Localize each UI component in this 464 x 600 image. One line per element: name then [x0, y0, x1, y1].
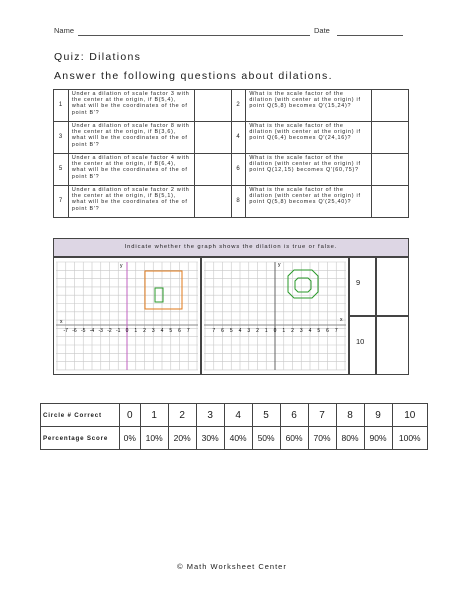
x-tick-label: 6: [221, 328, 224, 334]
inner-octagon-shape: [295, 278, 311, 292]
x-tick-label: 5: [169, 328, 173, 334]
table-row: [54, 186, 409, 218]
x-tick-label: 1: [264, 328, 268, 334]
y-axis-label: y: [120, 263, 123, 269]
question-number: 8: [231, 186, 246, 218]
x-tick-label: 3: [299, 328, 303, 334]
x-tick-label: 4: [308, 328, 312, 334]
table-row: [54, 154, 409, 186]
x-tick-label: 7: [212, 328, 216, 334]
question-number: 1: [54, 90, 69, 122]
x-tick-label: 2: [291, 328, 294, 334]
x-tick-label: 6: [326, 328, 329, 334]
percent-cell: 0%: [120, 427, 141, 450]
answer-cell[interactable]: [372, 186, 409, 218]
percent-cell: 30%: [196, 427, 224, 450]
x-tick-label: 2: [143, 328, 146, 334]
x-tick-labels: [212, 328, 338, 334]
table-row: [41, 404, 428, 427]
score-cell[interactable]: 6: [280, 404, 308, 427]
question-9-number-box: [349, 257, 376, 316]
question-text: Under a dilation of scale factor 4 with the center at the origin, if B(6,4), what will be the coordinates of the of point B'?: [68, 154, 194, 186]
answer-cell[interactable]: [194, 90, 231, 122]
score-cell[interactable]: 2: [168, 404, 196, 427]
answer-cell[interactable]: [372, 154, 409, 186]
date-label: Date: [314, 26, 330, 35]
question-text: What is the scale factor of the dilation (with center at the origin) if point Q(12,15) becomes Q'(60,75)?: [246, 154, 372, 186]
question-number: 2: [231, 90, 246, 122]
x-tick-label: -4: [89, 328, 95, 334]
question-10-number-box: [349, 316, 376, 375]
x-tick-label: 5: [317, 328, 321, 334]
question-number: 7: [54, 186, 69, 218]
percentage-row-label: Percentage Score: [41, 427, 120, 450]
score-table: [40, 403, 428, 450]
score-cell[interactable]: 0: [120, 404, 141, 427]
answer-cell[interactable]: [194, 122, 231, 154]
question-number: 10: [356, 337, 365, 346]
correct-row-label: Circle # Correct: [41, 404, 120, 427]
table-row: [54, 90, 409, 122]
x-tick-label: 1: [282, 328, 286, 334]
x-tick-label: 2: [256, 328, 259, 334]
score-cell[interactable]: 5: [252, 404, 280, 427]
percent-cell: 70%: [308, 427, 336, 450]
x-tick-label: 1: [134, 328, 138, 334]
graph-1-box: [53, 257, 201, 375]
question-text: What is the scale factor of the dilation (with center at the origin) if point Q(5,8) becomes Q'(25,40)?: [246, 186, 372, 218]
question-10-answer[interactable]: [376, 316, 409, 375]
answer-cell[interactable]: [372, 90, 409, 122]
question-number: 9: [356, 278, 361, 287]
score-cell[interactable]: 4: [224, 404, 252, 427]
table-row: [41, 427, 428, 450]
answer-cell[interactable]: [194, 154, 231, 186]
x-tick-label: 7: [186, 328, 190, 334]
percent-cell: 40%: [224, 427, 252, 450]
x-tick-label: 3: [247, 328, 251, 334]
question-text: Under a dilation of scale factor 8 with the center at the origin, if B(3,6), what will be the coordinates of the of point B'?: [68, 122, 194, 154]
quiz-title: Quiz: Dilations: [54, 51, 142, 63]
answer-cell[interactable]: [194, 186, 231, 218]
x-tick-label: 6: [178, 328, 181, 334]
x-tick-label: -3: [98, 328, 103, 334]
table-row: [54, 122, 409, 154]
footer: © Math Worksheet Center: [177, 562, 287, 571]
x-tick-label: 3: [151, 328, 155, 334]
name-label: Name: [54, 26, 75, 35]
x-tick-label: -6: [72, 328, 77, 334]
score-cell[interactable]: 9: [364, 404, 392, 427]
x-axis-label: x: [340, 317, 343, 323]
x-tick-label: -1: [116, 328, 121, 334]
percent-cell: 10%: [140, 427, 168, 450]
question-text: What is the scale factor of the dilation (with center at the origin) if point Q(5,8) becomes Q'(15,24)?: [246, 90, 372, 122]
x-tick-label: 7: [334, 328, 338, 334]
x-tick-labels: [64, 328, 190, 334]
name-line[interactable]: [78, 35, 310, 36]
x-tick-label: 5: [229, 328, 233, 334]
graph-2: [202, 258, 348, 374]
instructions: Answer the following questions about dilations.: [54, 70, 333, 82]
percent-cell: 50%: [252, 427, 280, 450]
graph-instruction: Indicate whether the graph shows the dilation is true or false.: [53, 238, 409, 257]
score-cell[interactable]: 10: [392, 404, 427, 427]
question-text: Under a dilation of scale factor 3 with the center at the origin, if B(5,4), what will be the coordinates of the of point B'?: [68, 90, 194, 122]
x-tick-label: 4: [238, 328, 242, 334]
x-tick-label: 0: [273, 328, 277, 334]
percent-cell: 80%: [336, 427, 364, 450]
graph-1: [54, 258, 200, 374]
question-number: 4: [231, 122, 246, 154]
question-number: 5: [54, 154, 69, 186]
x-axis-label: x: [60, 319, 63, 325]
percent-cell: 60%: [280, 427, 308, 450]
percent-cell: 90%: [364, 427, 392, 450]
x-tick-label: -2: [107, 328, 112, 334]
x-tick-label: -5: [81, 328, 86, 334]
score-cell[interactable]: 7: [308, 404, 336, 427]
percent-cell: 100%: [392, 427, 427, 450]
question-text: What is the scale factor of the dilation (with center at the origin) if point Q(6,4) becomes Q'(24,16)?: [246, 122, 372, 154]
percent-cell: 20%: [168, 427, 196, 450]
date-line[interactable]: [337, 35, 403, 36]
y-axis-label: y: [278, 262, 281, 268]
question-text: Under a dilation of scale factor 2 with the center at the origin, if B(5,1), what will be the coordinates of the of point B'?: [68, 186, 194, 218]
question-number: 3: [54, 122, 69, 154]
score-cell[interactable]: 1: [140, 404, 168, 427]
score-cell[interactable]: 8: [336, 404, 364, 427]
x-tick-label: 0: [125, 328, 129, 334]
question-9-answer[interactable]: [376, 257, 409, 316]
question-number: 6: [231, 154, 246, 186]
score-cell[interactable]: 3: [196, 404, 224, 427]
x-tick-label: 4: [160, 328, 164, 334]
x-tick-label: -7: [63, 328, 68, 334]
questions-table: [53, 89, 409, 218]
graph-2-box: [201, 257, 349, 375]
answer-cell[interactable]: [372, 122, 409, 154]
